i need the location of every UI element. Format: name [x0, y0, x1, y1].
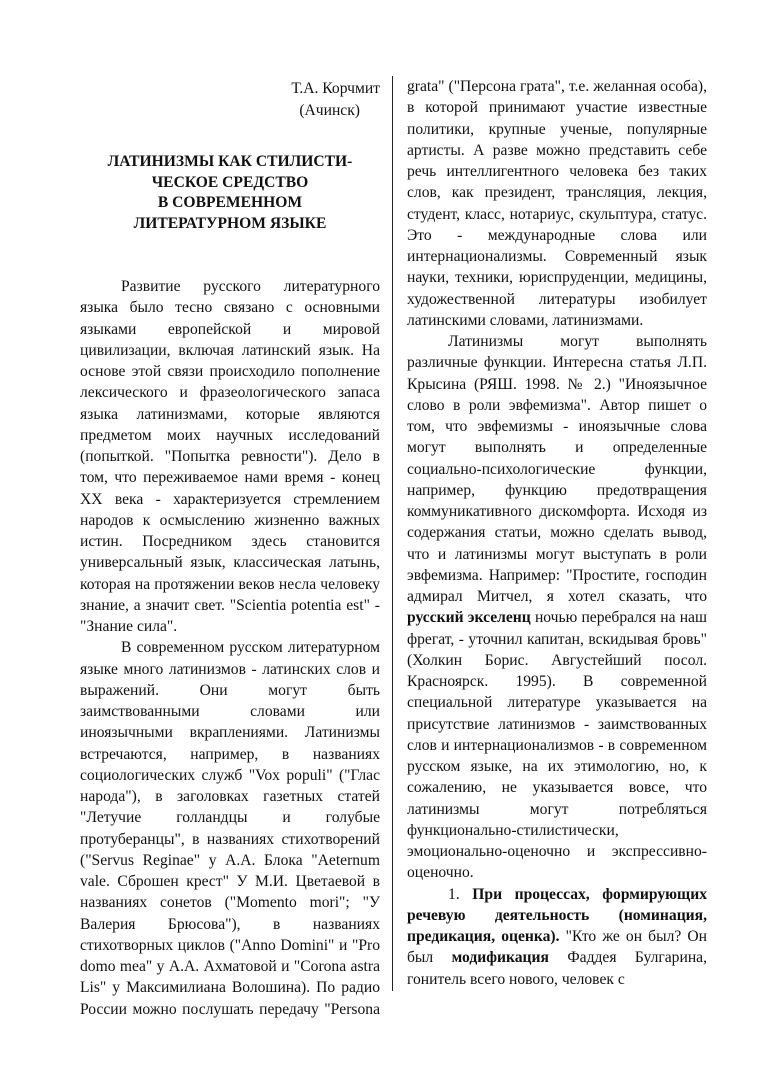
right-paragraph-2: [407, 331, 707, 884]
left-column: [80, 78, 380, 1020]
right-paragraph-3-bold-term: модификация: [451, 949, 549, 967]
right-paragraph-1: grata" ("Персона грата", т.е. желанная особа), в которой принимают участие известные политики, крупные ученые, популярные артисты. А разве можно представить себе речь интеллигентного человека без таких слов, как президент, трансляция, лекция, студент, класс, нотариус, скульптура, статус. Это - международные слова или интернационализмы. Современный язык науки, техники, юриспруденции, медицины, художественной литературы изобилует латинскими словами, латинизмами.: [407, 78, 707, 329]
list-number: 1.: [448, 885, 460, 903]
title-line-4: ЛИТЕРАТУРНОМ ЯЗЫКЕ: [133, 214, 327, 232]
right-column: [407, 76, 707, 990]
right-paragraph-3: [407, 884, 707, 990]
right-paragraph-2-bold: русский экселенц: [407, 609, 531, 627]
right-paragraph-2-text-b: ночью перебрался на наш фрегат, - уточнил капитан, вскидывая бровь" (Холкин Борис. Августейший посол. Красноярск. 1995). В современной специальной литературе указывается на присутствие латинизмов - заимствованных слов и интернационализмов - в современном русском языке, на их этимологию, но, к сожалению, не указывается вовсе, что латинизмы могут потребляться функционально-стилистически, эмоционально-оценочно и экспрессивно-оценочно.: [407, 609, 707, 882]
title-line-3: В СОВРЕМЕННОМ: [157, 194, 303, 211]
right-paragraph-3-text-a: "Кто же он был? Он был: [407, 928, 707, 967]
right-paragraph-2-text-a: Латинизмы могут выполнять различные функции. Интересна статья Л.П. Крысина (РЯШ. 1998. № 2.) "Иноязычное слово в роли эвфемизма". Автор пишет о том, что эвфемизмы - иноязычные слова могут выполнять и определенные социально-психологические функции, например, функцию предотвращения коммуникативного дискомфорта. Исходя из содержания статьи, можно сделать вывод, что и латинизмы могут выступать в роли эвфемизма. Например: "Простите, господин адмирал Митчел, я хотел сказать, что: [407, 333, 707, 605]
author-city: (Ачинск): [299, 102, 360, 119]
column-divider: [392, 76, 393, 991]
left-paragraph-2: В современном русском литературном языке много латинизмов - латинских слов и выражений. Они могут быть заимствованными словами или иноязычными вкраплениями. Латинизмы встречаются, например, в названиях социологических служб "Vox populi" ("Глас народа"), в заголовках газетных статей "Летучие голландцы и голубые протуберанцы", в названиях стихотворений ("Servus Reginae" у А.А. Блока "Aeternum vale. Сброшен крест" У М.И. Цветаевой в названиях сонетов ("Momento mori"; "У Валерия Брюсова"), в названиях стихотворных циклов ("Anno Domini" и "Pro domo mea" у А.А. Ахматовой и "Corona astra Lis" у Максимилиана Волошина). По радио России можно послушать передачу "Persona: [80, 639, 380, 1018]
author-name: Т.А. Корчмит: [291, 80, 380, 97]
right-paragraph-3-text-b: Фаддея Булгарина, гонитель всего нового, человек с: [407, 949, 707, 988]
right-paragraph-3-bold-heading: При процессах, формирующих речевую деятельность (номинация, предикация, оценка).: [407, 885, 707, 945]
title-line-1: ЛАТИНИЗМЫ КАК СТИЛИСТИ-: [107, 153, 353, 170]
author-block: [80, 78, 380, 122]
left-paragraph-1: Развитие русского литературного языка было тесно связано с основными языками европейской и мировой цивилизации, включая латинский язык. На основе этой связи происходило пополнение лексического и фразеологического запаса языка латинизмами, которые являются предметом моих научных исследований (попыткой. "Попытка ревности"). Дело в том, что переживаемое нами время - конец XX века - характеризуется стремлением народов к осмыслению жизненно важных истин. Посредником здесь становится универсальный язык, классическая латынь, которая на протяжении веков несла человеку знание, а значит свет. "Scientia potentia est" - "Знание сила".: [80, 278, 380, 635]
title-line-2: ЧЕСКОЕ СРЕДСТВО: [151, 173, 309, 191]
article-title: [80, 152, 380, 234]
